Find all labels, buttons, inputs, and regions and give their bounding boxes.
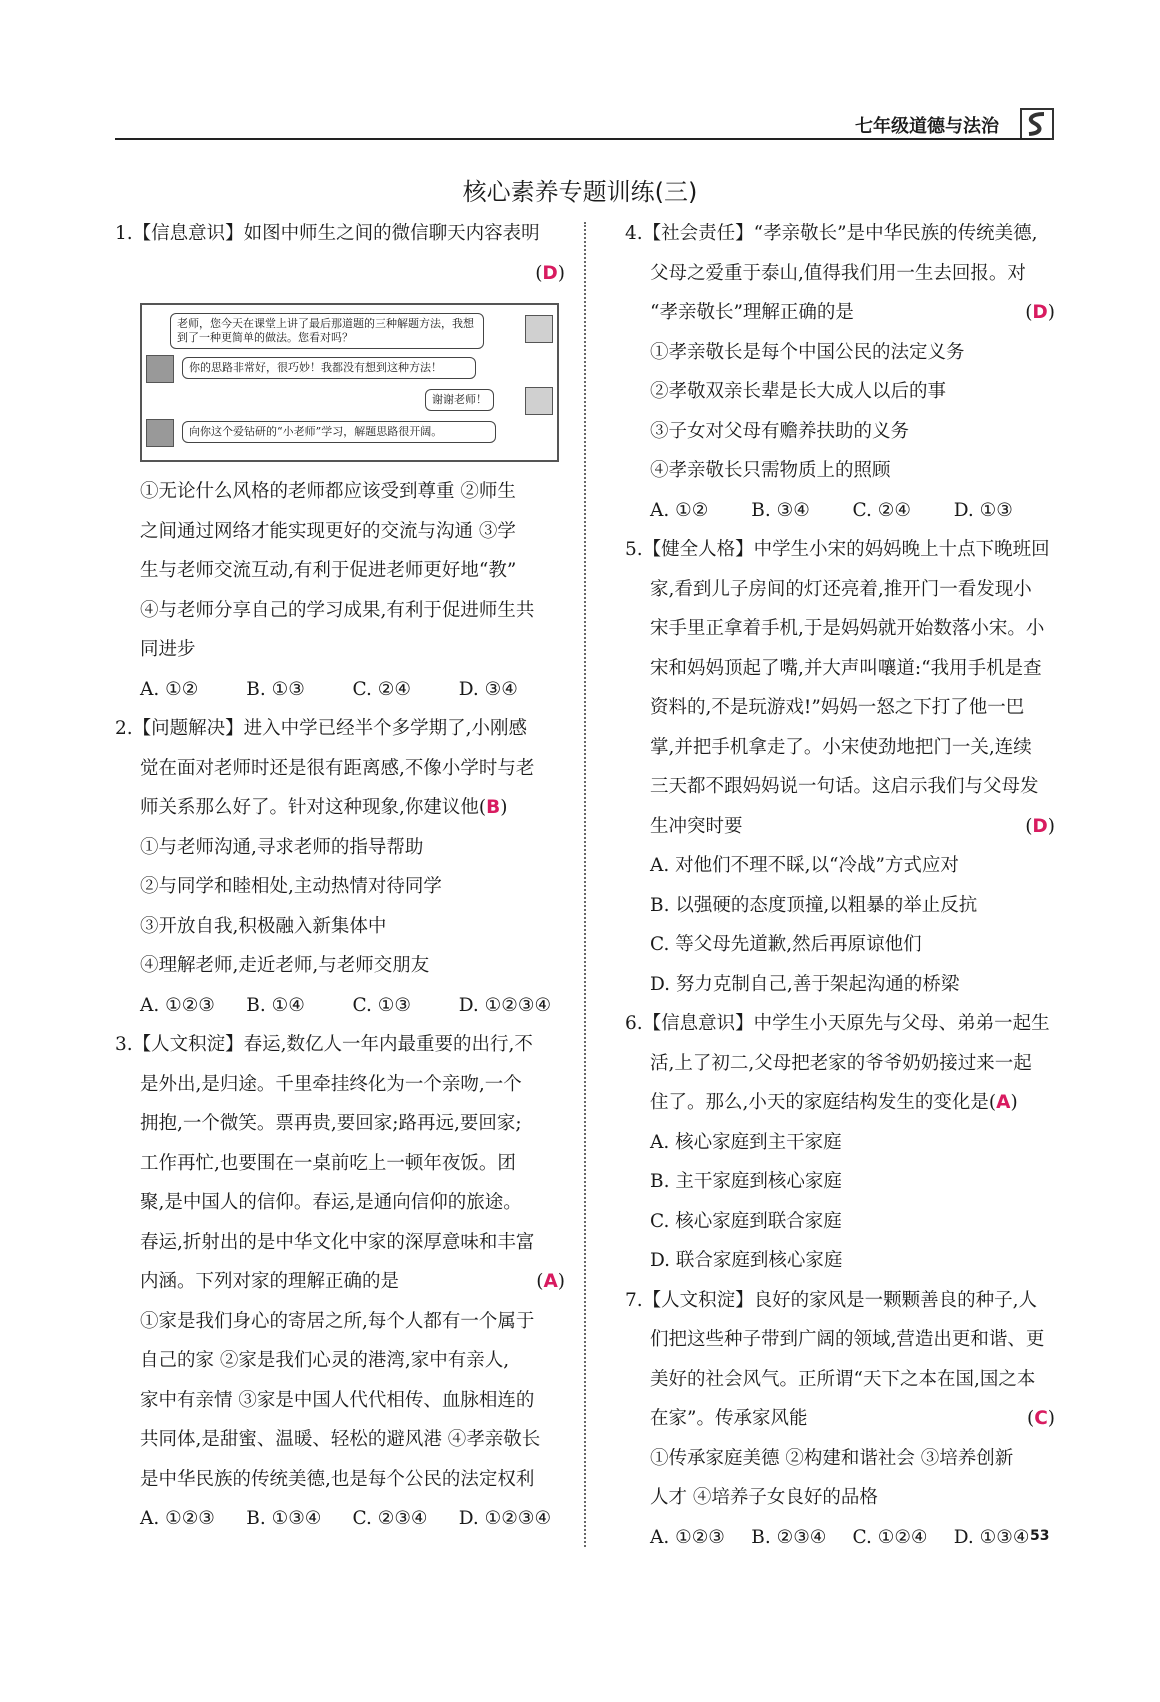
left-column [115, 214, 565, 1539]
q2-option-b: B. ①④ [246, 994, 305, 1016]
q3-option-c: C. ②③④ [352, 1508, 428, 1529]
q4-line: 父母之爱重于泰山,值得我们用一生去回报。对 [650, 262, 1026, 284]
teacher-avatar-2 [146, 419, 174, 447]
q3-item: ①家是我们身心的寄居之所,每个人都有一个属于 [140, 1310, 535, 1332]
q4-item: ①孝亲敬长是每个中国公民的法定义务 [650, 341, 965, 363]
q5-line: 宋和妈妈顶起了嘴,并大声叫嚷道:“我用手机是查 [650, 657, 1042, 679]
q2-item: ②与同学和睦相处,主动热情对待同学 [140, 876, 442, 897]
q3-item: 共同体,是甜蜜、温暖、轻松的避风港 ④孝亲敬长 [140, 1429, 541, 1450]
q1-line: 生与老师交流互动,有利于促进老师更好地“教” [140, 560, 517, 581]
q2-options [115, 986, 565, 1026]
q1-answer: D [542, 262, 558, 284]
q2-last-line: 师关系那么好了。针对这种现象,你建议他(B) [140, 797, 508, 818]
q5-option-d: D. 努力克制自己,善于架起沟通的桥梁 [650, 973, 960, 995]
q5-option-c: C. 等父母先道歉,然后再原谅他们 [650, 934, 922, 955]
q4-option-b: B. ③④ [751, 499, 810, 521]
question-7 [625, 1281, 1055, 1558]
q1-options [115, 670, 565, 710]
q3-line: 3.【人文积淀】春运,数亿人一年内最重要的出行,不 [115, 1034, 533, 1055]
q2-item: ③开放自我,积极融入新集体中 [140, 915, 387, 937]
q3-last-line: 内涵。下列对家的理解正确的是 (A) [140, 1271, 565, 1292]
q3-option-d: D. ①②③④ [458, 1508, 552, 1529]
q4-item: ④孝亲敬长只需物质上的照顾 [650, 460, 891, 481]
q3-answer: A [543, 1271, 558, 1292]
q7-item: 人才 ④培养子女良好的品格 [650, 1487, 878, 1508]
student-avatar [525, 315, 553, 343]
q2-answer: B [486, 797, 501, 818]
q2-line: 2.【问题解决】进入中学已经半个多学期了,小刚感 [115, 718, 528, 739]
q6-answer: A [996, 1092, 1011, 1113]
q2-item: ④理解老师,走近老师,与老师交朋友 [140, 955, 430, 976]
q7-line: 7.【人文积淀】良好的家风是一颗颗善良的种子,人 [625, 1289, 1038, 1311]
q4-last-line: “孝亲敬长”理解正确的是 (D) [650, 302, 1055, 323]
q2-option-a: A. ①②③ [140, 994, 215, 1016]
q2-item: ①与老师沟通,寻求老师的指导帮助 [140, 836, 424, 858]
q4-item: ②孝敬双亲长辈是长大成人以后的事 [650, 381, 947, 402]
q3-line: 拥抱,一个微笑。票再贵,要回家;路再远,要回家; [140, 1113, 522, 1134]
q4-options [625, 491, 1055, 531]
q7-option-d: D. ①③④ [953, 1526, 1030, 1548]
q7-option-b: B. ②③④ [751, 1526, 827, 1548]
q1-line: ④与老师分享自己的学习成果,有利于促进师生共 [140, 599, 535, 621]
column-divider [584, 222, 586, 1547]
q6-option-b: B. 主干家庭到核心家庭 [650, 1171, 842, 1192]
q2-option-c: C. ①③ [352, 994, 411, 1016]
q5-line: 三天都不跟妈妈说一句话。这启示我们与父母发 [650, 776, 1039, 797]
q4-answer: D [1032, 302, 1048, 323]
q1-stem: 1.【信息意识】如图中师生之间的微信聊天内容表明 [115, 223, 540, 244]
q5-option-b: B. 以强硬的态度顶撞,以粗暴的举止反抗 [650, 894, 978, 916]
q7-last-line: 在家”。传承家风能 (C) [650, 1408, 1055, 1429]
q5-line: 资料的,不是玩游戏!”妈妈一怒之下打了他一巴 [650, 697, 1025, 718]
page-number: 53 [1030, 1528, 1050, 1544]
q6-line: 6.【信息意识】中学生小天原先与父母、弟弟一起生 [625, 1013, 1050, 1034]
q7-option-c: C. ①②④ [852, 1526, 928, 1548]
q1-option-a: A. ①② [140, 678, 199, 700]
q3-item: 是中华民族的传统美德,也是每个公民的法定权利 [140, 1468, 535, 1490]
q4-option-c: C. ②④ [852, 499, 911, 521]
subject-title: 七年级道德与法治 [855, 116, 999, 137]
q3-item: 自己的家 ②家是我们心灵的港湾,家中有亲人, [140, 1350, 510, 1371]
student-avatar-2 [525, 387, 553, 415]
q1-line: ①无论什么风格的老师都应该受到尊重 ②师生 [140, 481, 516, 502]
q3-options [115, 1499, 565, 1539]
q2-line: 觉在面对老师时还是很有距离感,不像小学时与老 [140, 757, 535, 779]
q3-line: 工作再忙,也要围在一桌前吃上一顿年夜饭。团 [140, 1152, 516, 1174]
wechat-chat-image [140, 303, 559, 462]
q3-line: 聚,是中国人的信仰。春运,是通向信仰的旅途。 [140, 1192, 522, 1213]
q1-line: 同进步 [140, 639, 196, 660]
q4-line: 4.【社会责任】“孝亲敬长”是中华民族的传统美德, [625, 223, 1038, 244]
question-2 [115, 709, 565, 1025]
chat-bubble-teacher-1: 你的思路非常好，很巧妙！我都没有想到这种方法！ [182, 357, 476, 379]
q5-line: 家,看到儿子房间的灯还亮着,推开门一看发现小 [650, 578, 1032, 600]
q5-answer: D [1032, 815, 1048, 837]
question-6 [625, 1004, 1055, 1281]
q2-option-d: D. ①②③④ [458, 994, 552, 1016]
q1-line: 之间通过网络才能实现更好的交流与沟通 ③学 [140, 520, 516, 542]
q7-options [625, 1518, 1055, 1558]
q7-option-a: A. ①②③ [650, 1526, 725, 1548]
q1-option-d: D. ③④ [458, 678, 518, 700]
chat-bubble-student-2: 谢谢老师！ [425, 389, 494, 411]
q6-option-a: A. 核心家庭到主干家庭 [650, 1131, 842, 1153]
q4-item: ③子女对父母有赡养扶助的义务 [650, 420, 910, 442]
q6-line: 活,上了初二,父母把老家的爷爷奶奶接过来一起 [650, 1052, 1032, 1074]
q7-answer: C [1034, 1408, 1048, 1429]
q5-option-a: A. 对他们不理不睬,以“冷战”方式应对 [650, 855, 959, 876]
question-1 [115, 214, 565, 709]
q5-line: 5.【健全人格】中学生小宋的妈妈晚上十点下晚班回 [625, 539, 1050, 560]
teacher-avatar [146, 355, 174, 383]
q1-option-b: B. ①③ [246, 678, 305, 700]
q5-line: 宋手里正拿着手机,于是妈妈就开始数落小宋。小 [650, 618, 1045, 639]
q4-option-d: D. ①③ [953, 499, 1013, 521]
q3-line: 是外出,是归途。千里牵挂终化为一个亲吻,一个 [140, 1073, 522, 1095]
q3-line: 春运,折射出的是中华文化中家的深厚意味和丰富 [140, 1231, 535, 1253]
page-title: 核心素养专题训练(三) [462, 178, 698, 206]
q7-line: 们把这些种子带到广阔的领域,营造出更和谐、更 [650, 1329, 1045, 1350]
q3-option-b: B. ①③④ [246, 1508, 322, 1529]
q3-option-a: A. ①②③ [140, 1508, 215, 1529]
q7-item: ①传承家庭美德 ②构建和谐社会 ③培养创新 [650, 1447, 1014, 1469]
chat-bubble-teacher-2: 向你这个爱钻研的“小老师”学习，解题思路很开阔。 [182, 421, 496, 443]
question-4 [625, 214, 1055, 530]
header-rule [115, 138, 1050, 140]
q6-option-c: C. 核心家庭到联合家庭 [650, 1210, 842, 1232]
q4-option-a: A. ①② [650, 499, 709, 521]
q6-last-line: 住了。那么,小天的家庭结构发生的变化是(A) [650, 1092, 1018, 1113]
q6-option-d: D. 联合家庭到核心家庭 [650, 1250, 843, 1271]
right-column [625, 214, 1055, 1557]
q5-last-line: 生冲突时要 (D) [650, 815, 1055, 837]
chat-bubble-student-1: 老师，您今天在课堂上讲了最后那道题的三种解题方法，我想到了一种更简单的做法。您看对吗？ [170, 313, 484, 349]
question-3 [115, 1025, 565, 1539]
q1-option-c: C. ②④ [352, 678, 411, 700]
q1-answer-row: (D) [535, 262, 565, 284]
q7-line: 美好的社会风气。正所谓“天下之本在国,国之本 [650, 1368, 1036, 1390]
publisher-logo-icon [1020, 108, 1054, 140]
q3-item: 家中有亲情 ③家是中国人代代相传、血脉相连的 [140, 1389, 535, 1411]
question-5 [625, 530, 1055, 1004]
q5-line: 掌,并把手机拿走了。小宋使劲地把门一关,连续 [650, 736, 1032, 758]
